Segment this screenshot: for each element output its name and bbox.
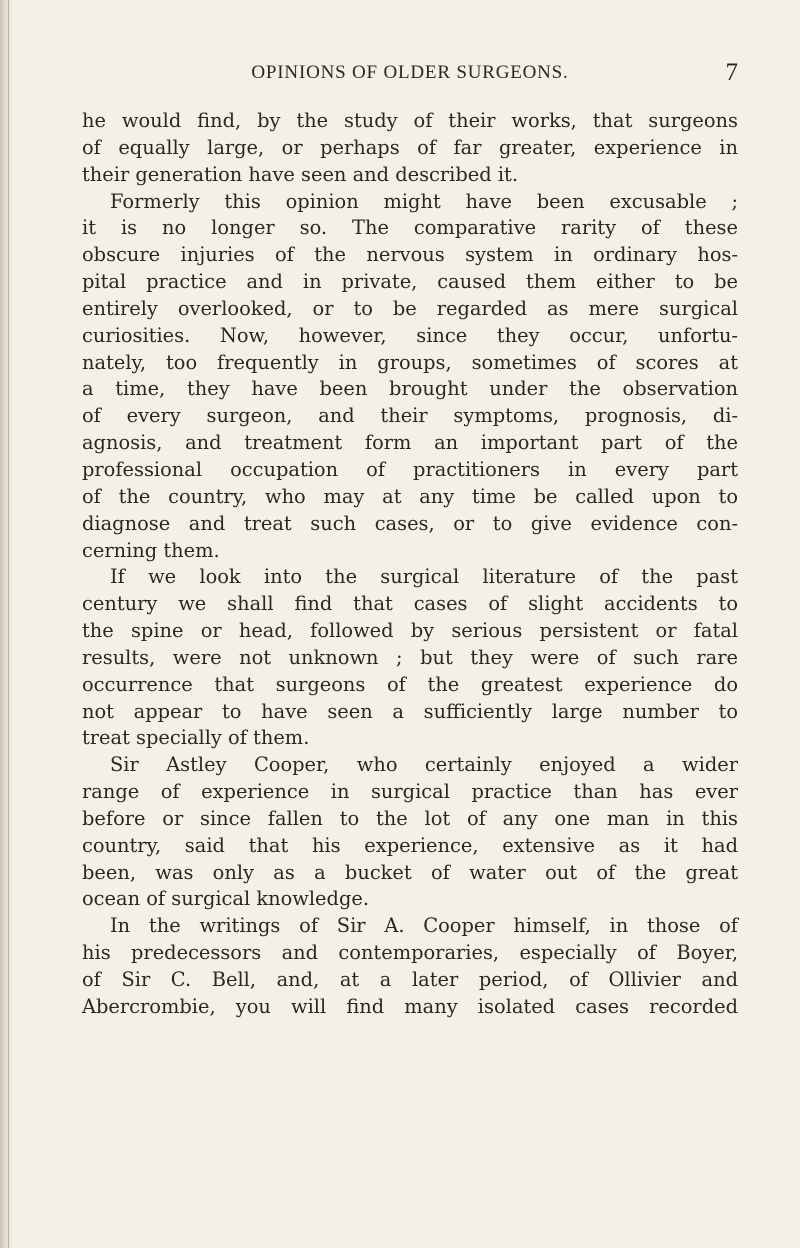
text-line: Abercrombie, you will find many isolated cases recorded — [82, 994, 738, 1018]
text-line: entirely overlooked, or to be regarded as mere surgical — [82, 296, 738, 320]
text-line: of equally large, or perhaps of far greater, experience in — [82, 135, 738, 159]
text-line: pital practice and in private, caused them either to be — [82, 270, 738, 294]
text-line: nately, too frequently in groups, sometimes of scores at — [82, 350, 738, 374]
text-line: range of experience in surgical practice than has ever — [82, 780, 738, 804]
text-line: occurrence that surgeons of the greatest experience do — [82, 672, 738, 696]
page-header — [82, 60, 738, 90]
text-line: their generation have seen and described it. — [82, 162, 519, 186]
gutter-line — [8, 0, 9, 1248]
text-line: diagnose and treat such cases, or to give evidence con- — [82, 511, 738, 535]
page-edge-shadow — [0, 0, 14, 1248]
text-line: If we look into the surgical literature of the past — [110, 565, 738, 589]
text-line: his predecessors and contemporaries, especially of Boyer, — [82, 941, 738, 965]
text-line: not appear to have seen a sufficiently large number to — [82, 699, 738, 723]
text-line: Formerly this opinion might have been excusable ; — [110, 189, 738, 213]
text-line: agnosis, and treatment form an important part of the — [82, 431, 738, 455]
text-line: obscure injuries of the nervous system in ordinary hos- — [82, 243, 738, 267]
text-line: of every surgeon, and their symptoms, prognosis, di- — [82, 404, 738, 428]
text-line: ocean of surgical knowledge. — [82, 887, 369, 911]
text-line: it is no longer so. The comparative rarity of these — [82, 216, 738, 240]
text-line: In the writings of Sir A. Cooper himself, in those of — [110, 914, 738, 938]
text-line: been, was only as a bucket of water out of the great — [82, 860, 738, 884]
text-line: of the country, who may at any time be called upon to — [82, 484, 738, 508]
text-line: cerning them. — [82, 538, 220, 562]
body-text — [82, 108, 738, 1021]
text-line: professional occupation of practitioners in every part — [82, 457, 738, 481]
text-line: treat specially of them. — [82, 726, 310, 750]
page-number: 7 — [725, 59, 738, 86]
text-line: of Sir C. Bell, and, at a later period, of Ollivier and — [82, 968, 738, 991]
text-line: results, were not unknown ; but they were of such rare — [82, 645, 738, 669]
text-line: curiosities. Now, however, since they occur, unfortu- — [82, 323, 738, 347]
text-line: a time, they have been brought under the observation — [82, 377, 738, 401]
text-line: before or since fallen to the lot of any one man in this — [82, 806, 738, 830]
running-head: OPINIONS OF OLDER SURGEONS. — [251, 62, 569, 83]
text-line: the spine or head, followed by serious persistent or fatal — [82, 619, 738, 643]
text-line: he would find, by the study of their works, that surgeons — [82, 109, 738, 132]
text-line: Sir Astley Cooper, who certainly enjoyed a wider — [110, 753, 738, 777]
text-line: country, said that his experience, extensive as it had — [82, 833, 738, 857]
text-line: century we shall find that cases of slight accidents to — [82, 592, 738, 616]
